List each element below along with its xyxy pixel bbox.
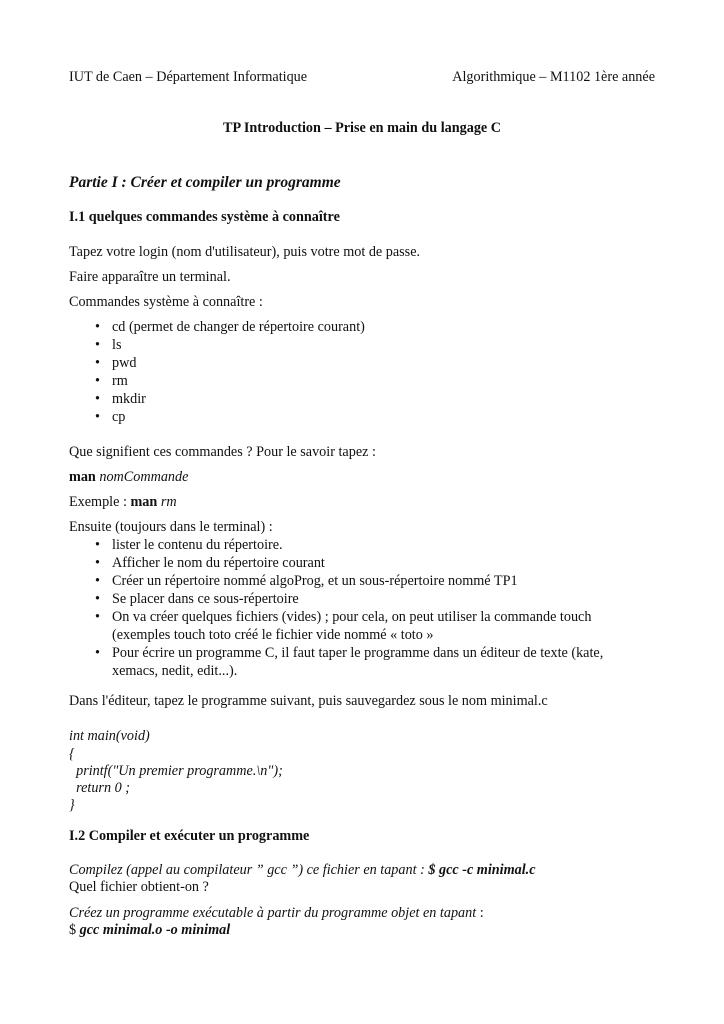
- list-item: • Créer un répertoire nommé algoProg, et un sous-répertoire nommé TP1: [95, 573, 518, 589]
- link-command: $ gcc minimal.o -o minimal: [69, 922, 231, 938]
- bullet-icon: •: [95, 373, 100, 389]
- bullet-icon: •: [95, 573, 100, 589]
- commands-list: [95, 318, 365, 426]
- list-item: • rm: [95, 373, 128, 389]
- list-item: • ls: [95, 337, 122, 353]
- list-item: • Se placer dans ce sous-répertoire: [95, 591, 299, 607]
- bullet-icon: •: [95, 355, 100, 371]
- list-item: • pwd: [95, 355, 137, 371]
- executable-instruction: Créez un programme exécutable à partir du programme objet en tapant :: [69, 905, 484, 921]
- code-line: int main(void): [69, 728, 150, 744]
- list-item: • mkdir: [95, 391, 146, 407]
- man-syntax: man nomCommande: [69, 469, 189, 485]
- bullet-icon: •: [95, 391, 100, 407]
- list-item: • cp: [95, 409, 126, 425]
- document-title: TP Introduction – Prise en main du langage C: [223, 120, 501, 136]
- question-output-file: Quel fichier obtient-on ?: [69, 879, 209, 895]
- code-line: printf("Un premier programme.\n");: [69, 763, 283, 779]
- part-title: Partie I : Créer et compiler un programme: [69, 174, 341, 191]
- bullet-icon: •: [95, 609, 100, 625]
- code-line: {: [69, 746, 75, 762]
- compile-instruction: Compilez (appel au compilateur ” gcc ”) ce fichier en tapant : $ gcc -c minimal.c: [69, 862, 536, 878]
- paragraph-terminal: Faire apparaître un terminal.: [69, 269, 231, 285]
- bullet-icon: •: [95, 645, 100, 661]
- paragraph-man-question: Que signifient ces commandes ? Pour le savoir tapez :: [69, 444, 376, 460]
- section-heading-2: I.2 Compiler et exécuter un programme: [69, 828, 310, 844]
- list-item: • lister le contenu du répertoire.: [95, 537, 283, 553]
- bullet-icon: •: [95, 555, 100, 571]
- list-item: • Afficher le nom du répertoire courant: [95, 555, 325, 571]
- paragraph-login: Tapez votre login (nom d'utilisateur), puis votre mot de passe.: [69, 244, 421, 260]
- code-line: return 0 ;: [69, 780, 130, 796]
- man-example: Exemple : man rm: [69, 494, 177, 510]
- code-line: }: [69, 797, 75, 813]
- paragraph-editor: Dans l'éditeur, tapez le programme suivant, puis sauvegardez sous le nom minimal.c: [69, 693, 548, 709]
- paragraph-then: Ensuite (toujours dans le terminal) :: [69, 519, 273, 535]
- bullet-icon: •: [95, 337, 100, 353]
- list-item: • Pour écrire un programme C, il faut taper le programme dans un éditeur de texte (kate, xemacs, nedit, edit...).: [95, 645, 604, 679]
- header-course: Algorithmique – M1102 1ère année: [452, 69, 655, 85]
- paragraph-commands-intro: Commandes système à connaître :: [69, 294, 263, 310]
- header-institution: IUT de Caen – Département Informatique: [69, 69, 308, 85]
- bullet-icon: •: [95, 319, 100, 335]
- section-heading-1: I.1 quelques commandes système à connaître: [69, 209, 340, 225]
- tasks-list: [95, 536, 603, 680]
- bullet-icon: •: [95, 537, 100, 553]
- list-item: • cd (permet de changer de répertoire courant): [95, 319, 365, 335]
- list-item: • On va créer quelques fichiers (vides) ; pour cela, on peut utiliser la commande touch (exemples touch toto créé le fichier vide nommé « toto »: [95, 609, 592, 643]
- bullet-icon: •: [95, 409, 100, 425]
- bullet-icon: •: [95, 591, 100, 607]
